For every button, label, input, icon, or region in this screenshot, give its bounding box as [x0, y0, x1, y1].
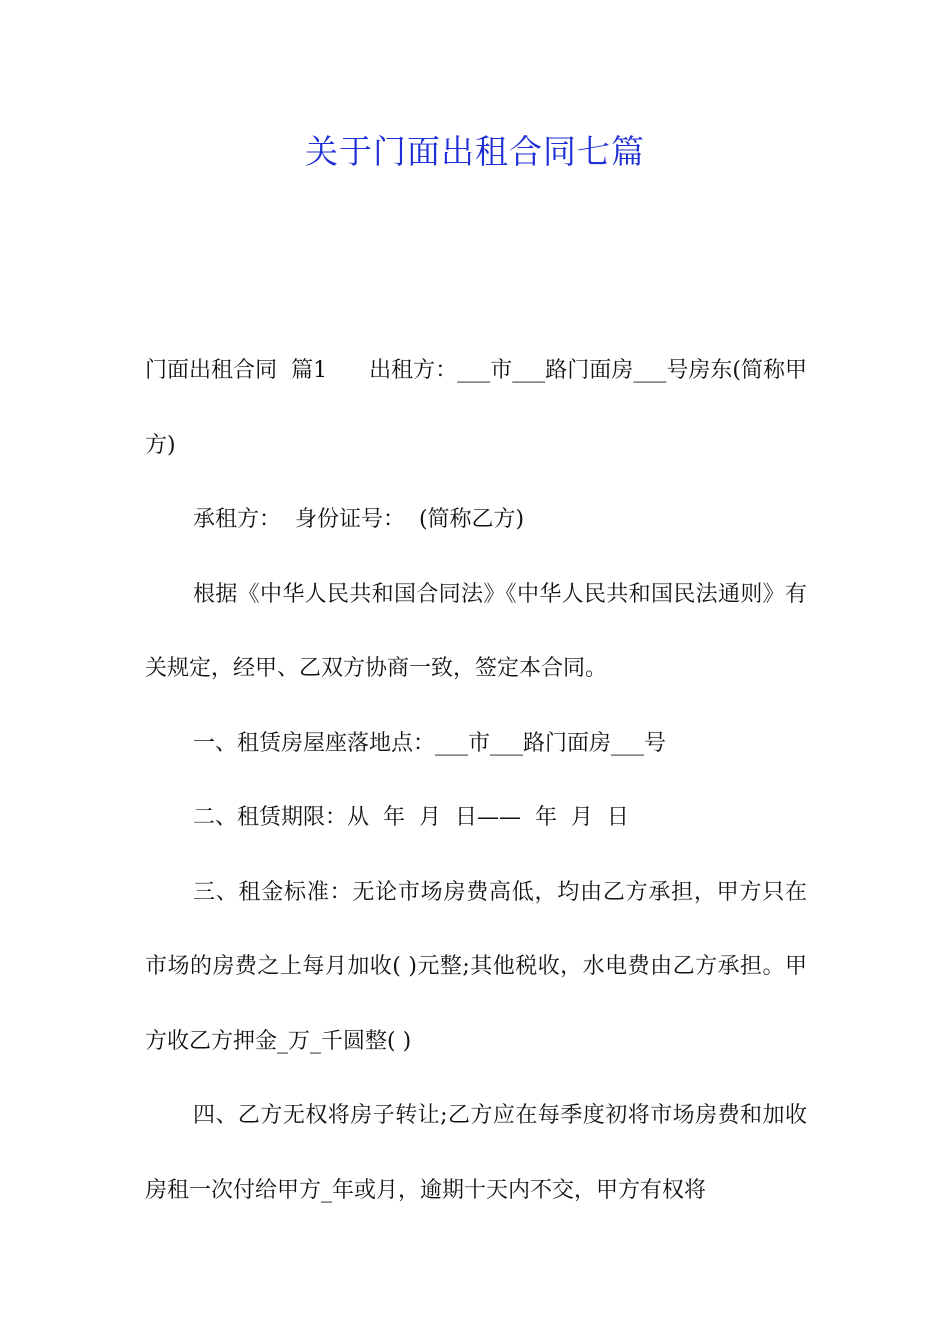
paragraph-clause-3-rent: 三、租金标准：无论市场房费高低，均由乙方承担，甲方只在市场的房费之上每月加收( )元整;其他税收，水电费由乙方承担。甲方收乙方押金_万_千圆整( ) [145, 879, 807, 1054]
paragraph-basis: 根据《中华人民共和国合同法》《中华人民共和国民法通则》有关规定，经甲、乙双方协商一致，签定本合同。 [145, 581, 807, 681]
paragraph-clause-2-term: 二、租赁期限：从 年 月 日—— 年 月 日 [193, 805, 629, 830]
document-body [145, 334, 807, 1228]
paragraph-clause-4-transfer: 四、乙方无权将房子转让;乙方应在每季度初将市场房费和加收房租一次付给甲方_年或月，逾期十天内不交，甲方有权将 [145, 1103, 807, 1203]
document-title: 关于门面出租合同七篇 [305, 132, 645, 171]
paragraph-lessee: 承租方： 身份证号： (简称乙方) [193, 507, 525, 532]
paragraph-clause-1-location: 一、租赁房屋座落地点：___市___路门面房___号 [193, 730, 667, 756]
paragraph-header: 门面出租合同 篇1 出租方：___市___路门面房___号房东(简称甲方) [145, 358, 807, 458]
